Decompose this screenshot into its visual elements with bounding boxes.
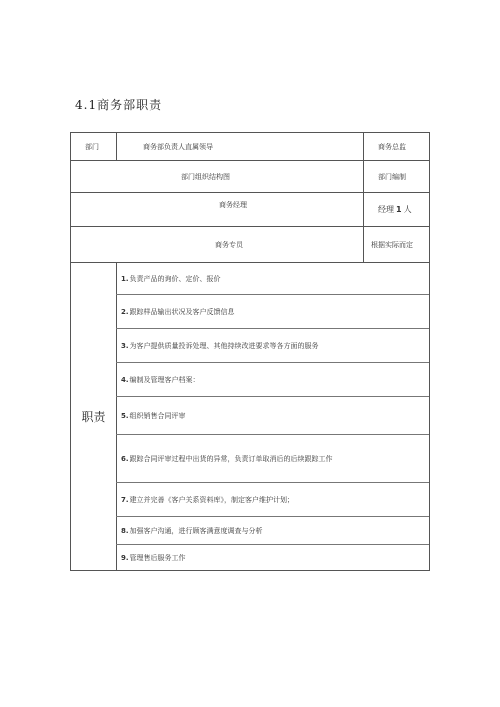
org-row [71, 161, 429, 193]
duty-text: 编制及管理客户档案： [129, 375, 200, 384]
duty-text: 管理售后服务工作 [129, 554, 186, 562]
duty-number: 8. [121, 526, 129, 535]
divider [363, 161, 364, 193]
duty-item [116, 483, 429, 517]
header-row [71, 133, 429, 161]
duty-number: 6. [121, 454, 129, 463]
duty-number: 4. [121, 375, 129, 384]
manager-headcount-prefix: 经理 [378, 205, 394, 214]
responsibility-table [70, 132, 430, 571]
dept-label: 部门 [85, 142, 99, 151]
specialist-row [71, 227, 429, 263]
divider [116, 133, 117, 161]
duty-text: 负责产品的询价、定价、报价 [129, 274, 221, 283]
manager-headcount [378, 193, 412, 226]
duty-item [116, 263, 429, 295]
duty-number: 2. [121, 307, 129, 316]
manager-headcount-number: 1 [396, 205, 402, 214]
duty-item [116, 435, 429, 483]
duty-number: 9. [121, 554, 129, 562]
duty-item [116, 363, 429, 397]
duty-number: 5. [121, 411, 129, 420]
leader-label: 商务部负责人直属领导 [143, 142, 213, 151]
duty-item [116, 295, 429, 329]
divider [363, 133, 364, 161]
duty-text: 加强客户沟通，进行顾客满意度调查与分析 [129, 526, 263, 535]
duty-text: 跟踪样品输出状况及客户反馈信息 [129, 307, 235, 316]
divider [363, 227, 364, 263]
headcount-label: 部门编制 [378, 172, 406, 181]
duty-item [116, 397, 429, 435]
duty-item [116, 329, 429, 363]
duty-text: 为客户提供质量投诉处理、其他持续改进要求等各方面的服务 [129, 341, 319, 350]
leader-value: 商务总监 [378, 142, 406, 151]
duty-text: 跟踪合同评审过程中出货的异常，负责订单取消后的后续跟踪工作 [129, 454, 333, 463]
duty-number: 3. [121, 341, 129, 350]
specialist-headcount: 根据实际而定 [371, 240, 413, 249]
duty-number: 1. [121, 274, 129, 283]
duties-block [71, 263, 429, 570]
specialist-label: 商务专员 [215, 240, 243, 249]
duty-text: 组织销售合同评审 [129, 411, 186, 420]
org-chart-label: 部门组织结构图 [181, 172, 230, 181]
duty-number: 7. [121, 495, 129, 504]
manager-headcount-suffix: 人 [403, 205, 412, 214]
divider [363, 193, 364, 227]
section-title: 4.1商务部职责 [75, 98, 163, 112]
duties-heading: 职责 [81, 410, 106, 424]
manager-row [71, 193, 429, 227]
duty-item [116, 545, 429, 571]
duty-text: 建立并完善《客户关系资料库》，制定客户维护计划； [129, 495, 295, 504]
duty-item [116, 517, 429, 545]
manager-label: 商务经理 [219, 201, 247, 209]
